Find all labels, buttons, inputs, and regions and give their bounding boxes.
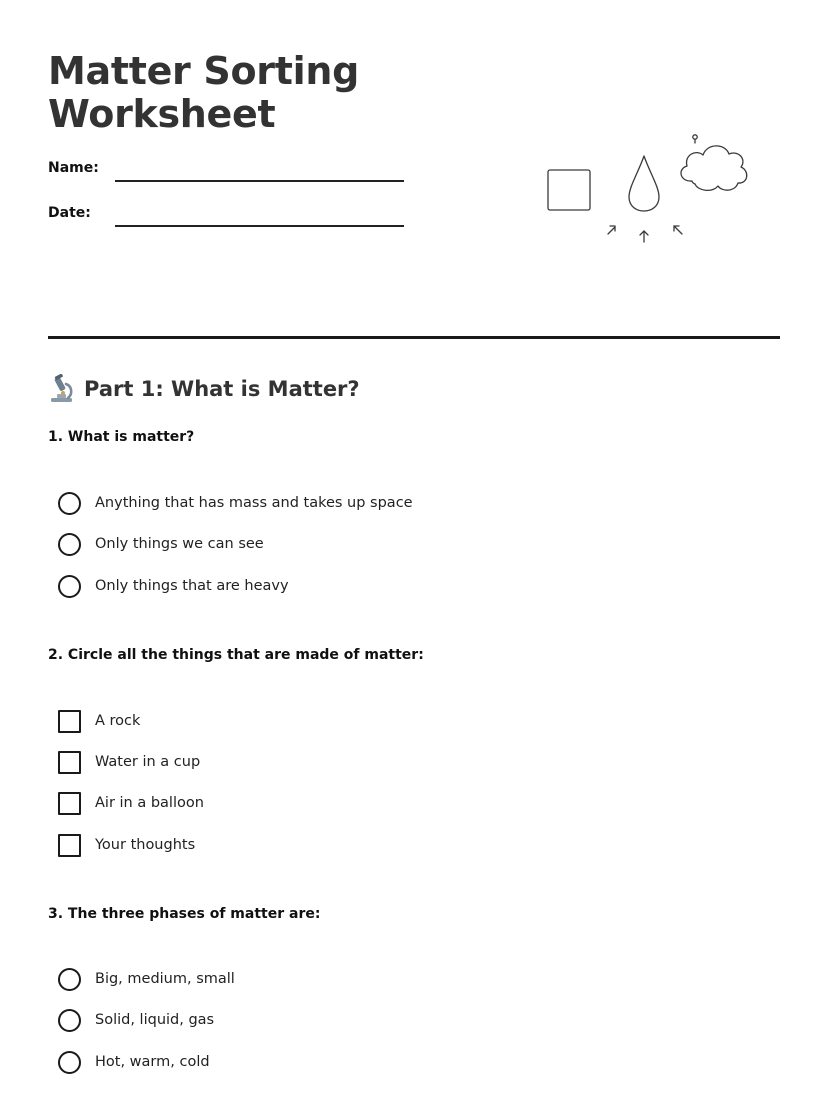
microscope-icon [48,374,76,404]
q3-option-2[interactable] [58,1008,214,1032]
question-3: 3. The three phases of matter are: [48,906,321,922]
name-label: Name: [48,160,99,176]
option-label: Water in a cup [95,754,201,770]
option-label: Air in a balloon [95,795,204,811]
title-line-2: Worksheet [48,92,276,136]
phases-illustration [540,125,755,250]
q1-option-3[interactable] [58,574,289,598]
option-label: Hot, warm, cold [95,1054,210,1070]
radio-button[interactable] [58,1051,81,1074]
radio-button[interactable] [58,1009,81,1032]
gas-cloud-icon [681,146,747,190]
radio-button[interactable] [58,492,81,515]
radio-button[interactable] [58,575,81,598]
q2-option-3[interactable] [58,791,204,815]
option-label: Only things we can see [95,536,264,552]
q3-option-3[interactable] [58,1050,210,1074]
q1-option-2[interactable] [58,532,264,556]
title-line-1: Matter Sorting [48,49,359,93]
q1-option-1[interactable] [58,491,413,515]
checkbox[interactable] [58,751,81,774]
section-1-header [48,373,360,405]
q2-option-1[interactable] [58,709,140,733]
solid-square-icon [548,170,590,210]
worksheet-title [48,50,359,136]
date-input-line[interactable] [115,225,404,227]
radio-button[interactable] [58,533,81,556]
name-field-row [48,160,408,184]
radio-button[interactable] [58,968,81,991]
arrow-right-icon [674,226,682,234]
question-2: 2. Circle all the things that are made of matter: [48,647,424,663]
section-divider [48,336,780,339]
checkbox[interactable] [58,834,81,857]
q3-option-1[interactable] [58,967,235,991]
section-1-title: Part 1: What is Matter? [84,377,360,401]
question-1: 1. What is matter? [48,429,195,445]
option-label: A rock [95,713,141,729]
liquid-drop-icon [629,156,659,211]
date-field-row [48,205,408,229]
q2-option-4[interactable] [58,833,195,857]
option-label: Only things that are heavy [95,578,289,594]
date-label: Date: [48,205,91,221]
arrow-left-icon [608,227,615,234]
option-label: Solid, liquid, gas [95,1012,215,1028]
name-input-line[interactable] [115,180,404,182]
checkbox[interactable] [58,710,81,733]
checkbox[interactable] [58,792,81,815]
q2-option-2[interactable] [58,750,200,774]
option-label: Your thoughts [95,837,196,853]
option-label: Big, medium, small [95,971,235,987]
option-label: Anything that has mass and takes up space [95,495,413,511]
